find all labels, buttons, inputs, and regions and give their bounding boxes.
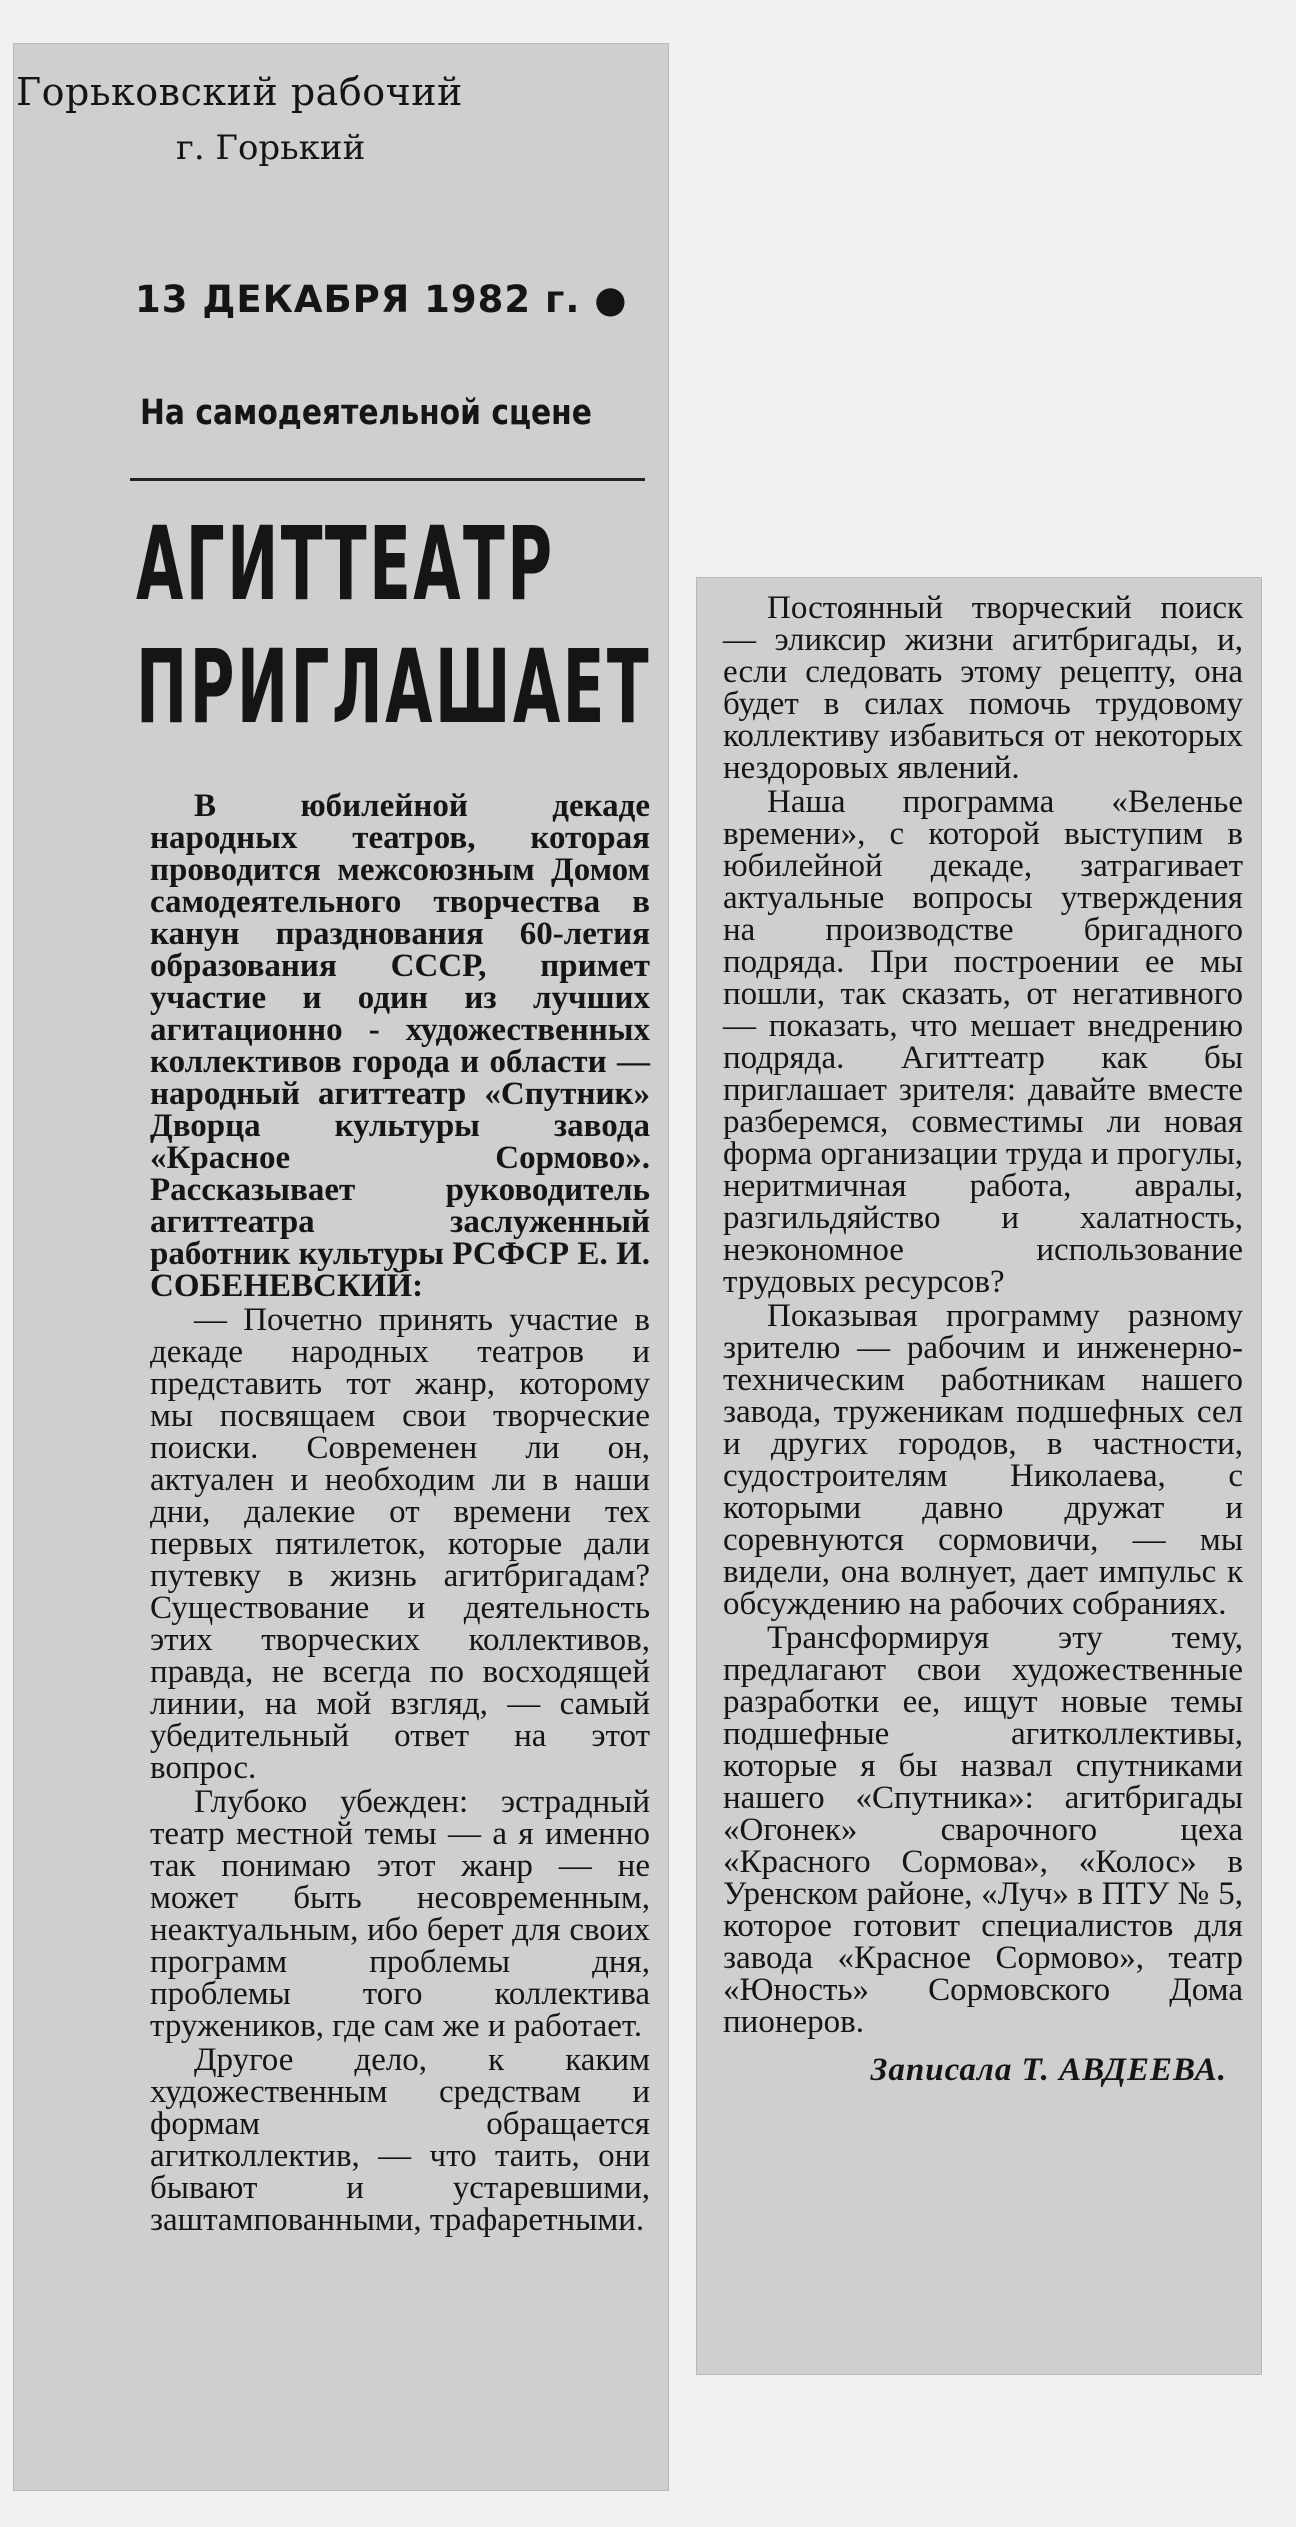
headline-line-2: ПРИГЛАШАЕТ [136,628,652,747]
headline-line-1: АГИТТЕАТР [136,505,555,624]
rubric: На самодеятельной сцене [140,393,592,433]
body-paragraph: Постоянный творческий поиск — эликсир жизни агитбригады, и, если следовать этому рецепту, она будет в силах помочь трудовому коллективу избавиться от некоторых нездоровых явлений. [723,590,1243,786]
body-paragraph: Показывая программу разному зрителю — рабочим и инженерно-техническим работникам нашего завода, труженикам подшефных сел и других городов, в частности, судостроителям Николаева, с которыми давно дружат и соревнуются сормовичи, — мы видели, она волнует, дает импульс к обсуждению на рабочих собраниях. [723,1298,1243,1622]
lead-paragraph: В юбилейной декаде народных театров, которая проводится межсоюзным Домом самодеятельного творчества в канун празднования 60-летия образования СССР, примет участие и один из лучших агитационно - художественных коллективов города и области — народный агиттеатр «Спутник» Дворца культуры завода «Красное Сормово». Рассказывает руководитель агиттеатра заслуженный работник культуры РСФСР Е. И. СОБЕНЕВСКИЙ: [150,788,650,1304]
author-signature: Записала Т. АВДЕЕВА. [870,2052,1227,2088]
article-right-column [723,592,1243,2086]
newspaper-city: г. Горький [176,128,366,168]
newspaper-name: Горьковский рабочий [16,70,463,114]
body-paragraph: Трансформируя эту тему, предлагают свои художественные разработки ее, ищут новые темы подшефные агитколлективы, которые я бы назвал спутниками нашего «Спутника»: агитбригады «Огонек» сварочного цеха «Красного Сормова», «Колос» в Уренском районе, «Луч» в ПТУ № 5, которое готовит специалистов для завода «Красное Сормово», театр «Юность» Сормовского Дома пионеров. [723,1620,1243,2040]
body-paragraph: — Почетно принять участие в декаде народных театров и представить тот жанр, которому мы посвящаем свои творческие поиски. Современен ли он, актуален и необходим ли в наши дни, далекие от времени тех первых пятилеток, которые дали путевку в жизнь агитбригадам? Существование и деятельность этих творческих коллективов, правда, не всегда по восходящей линии, на мой взгляд, — самый убедительный ответ на этот вопрос. [150,1302,650,1786]
body-paragraph: Наша программа «Веленье времени», с которой выступим в юбилейной декаде, затрагивает актуальные вопросы утверждения на производстве бригадного подряда. При построении ее мы пошли, так сказать, от негативного — показать, что мешает внедрению подряда. Агиттеатр как бы приглашает зрителя: давайте вместе разберемся, совместимы ли новая форма организации труда и прогулы, неритмичная работа, авралы, разгильдяйство и халатность, неэкономное использование трудовых ресурсов? [723,784,1243,1300]
body-paragraph: Глубоко убежден: эстрадный театр местной темы — а я именно так понимаю этот жанр — не может быть несовременным, неактуальным, ибо берет для своих программ проблемы дня, проблемы того коллектива тружеников, где сам же и работает. [150,1784,650,2044]
body-paragraph: Другое дело, к каким художественным средствам и формам обращается агитколлектив, — что таить, они бывают и устаревшими, заштампованными, трафаретными. [150,2042,650,2238]
article-left-column [150,790,650,2238]
issue-date: 13 ДЕКАБРЯ 1982 г. ● [135,278,628,321]
divider-rule [130,478,645,481]
